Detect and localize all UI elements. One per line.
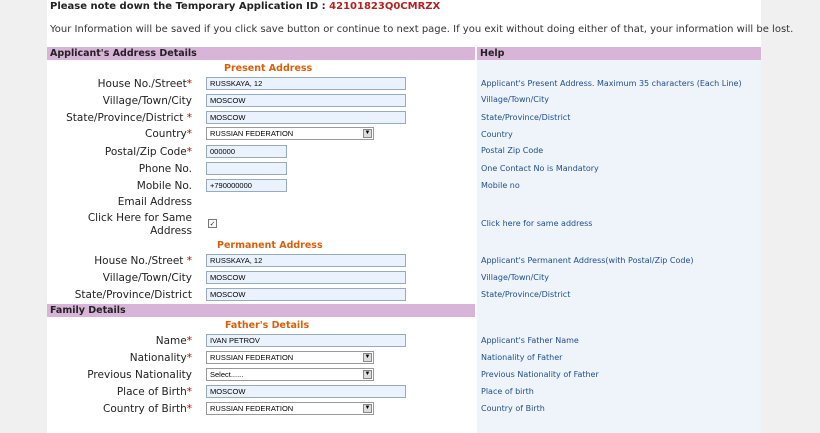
required-mark: * [186, 352, 192, 364]
help-zip: Postal Zip Code [481, 146, 544, 155]
help-state: State/Province/District [481, 113, 571, 122]
present-house-label [20, 78, 192, 90]
same-address-checkbox[interactable]: ✓ [209, 220, 216, 228]
permanent-state-input[interactable]: MOSCOW [206, 288, 406, 301]
help-permanent-state: State/Province/District [481, 290, 571, 299]
select-value: Select...... [210, 370, 244, 379]
info-text: Your Information will be saved if you click save button or continue to next page. If you exit without doing either of that, your information will be lost. [50, 24, 794, 35]
father-details-title: Father's Details [225, 320, 310, 331]
help-section-header: Help [477, 47, 761, 60]
required-mark: * [186, 78, 192, 90]
label-text: Postal/Zip Code [104, 146, 187, 158]
required-mark: * [186, 403, 192, 415]
help-permanent-address: Applicant's Permanent Address(with Postal/Zip Code) [481, 256, 694, 265]
dropdown-arrow-icon[interactable]: ▼ [364, 354, 371, 360]
help-country: Country [481, 130, 513, 139]
present-mobile-label: Mobile No. [136, 180, 192, 192]
label-text: House No./Street [97, 78, 187, 90]
father-prev-nationality-select[interactable] [206, 368, 374, 381]
label-text: Name [155, 335, 187, 347]
present-zip-label [20, 146, 192, 158]
required-mark: * [186, 146, 192, 158]
present-village-input[interactable]: MOSCOW [206, 94, 406, 107]
permanent-house-label [20, 255, 192, 267]
label-text: State/Province/District [66, 112, 184, 124]
present-state-label [20, 112, 192, 124]
address-section-header: Applicant's Address Details [47, 47, 475, 60]
present-address-title: Present Address [224, 63, 313, 74]
father-pob-input[interactable]: MOSCOW [206, 385, 406, 398]
help-father-name: Applicant's Father Name [481, 336, 579, 345]
select-value: RUSSIAN FEDERATION [210, 404, 294, 413]
same-address-label-line1: Click Here for Same [87, 212, 192, 224]
help-same-address: Click here for same address [481, 219, 593, 228]
label-text: Nationality [129, 352, 187, 364]
label-text: House No./Street [94, 255, 184, 267]
required-mark: * [186, 386, 192, 398]
label-text: Country [145, 128, 187, 140]
temp-app-notice [50, 1, 440, 12]
required-mark: * [186, 255, 192, 267]
present-country-label [20, 128, 192, 140]
present-email-label: Email Address [117, 196, 192, 208]
father-nationality-label [20, 352, 192, 364]
present-house-input[interactable]: RUSSKAYA, 12 [206, 77, 406, 90]
permanent-address-title: Permanent Address [217, 240, 323, 251]
select-value: RUSSIAN FEDERATION [210, 353, 294, 362]
label-text: Place of Birth [116, 386, 187, 398]
help-father-nationality: Nationality of Father [481, 353, 563, 362]
father-nationality-select[interactable] [206, 351, 374, 364]
same-address-label-line2: Address [150, 225, 192, 237]
dropdown-arrow-icon[interactable]: ▼ [364, 371, 371, 377]
present-state-input[interactable]: MOSCOW [206, 111, 406, 124]
help-village: Village/Town/City [481, 95, 549, 104]
permanent-house-input[interactable]: RUSSKAYA, 12 [206, 254, 406, 267]
help-father-pob: Place of birth [481, 387, 534, 396]
notice-text: Please note down the Temporary Application ID : [50, 1, 326, 12]
permanent-village-label: Village/Town/City [102, 272, 192, 284]
dropdown-arrow-icon[interactable]: ▼ [364, 405, 371, 411]
family-section-header: Family Details [47, 304, 475, 317]
required-mark: * [186, 112, 192, 124]
father-prev-nationality-label: Previous Nationality [87, 369, 192, 381]
help-father-cob: Country of Birth [481, 404, 545, 413]
present-village-label: Village/Town/City [102, 95, 192, 107]
present-phone-input[interactable] [206, 162, 287, 175]
help-mobile: Mobile no [481, 181, 520, 190]
father-cob-label [20, 403, 192, 415]
application-form-page [47, 0, 794, 433]
father-name-label [20, 335, 192, 347]
present-mobile-input[interactable]: +790000000 [206, 179, 287, 192]
present-country-select[interactable] [206, 127, 374, 140]
select-value: RUSSIAN FEDERATION [210, 129, 294, 138]
help-permanent-village: Village/Town/City [481, 273, 549, 282]
present-phone-label: Phone No. [138, 163, 192, 175]
help-father-prev-nationality: Previous Nationality of Father [481, 370, 599, 379]
dropdown-arrow-icon[interactable]: ▼ [364, 130, 371, 136]
permanent-state-label: State/Province/District [74, 289, 192, 301]
present-zip-input[interactable]: 000000 [206, 145, 287, 158]
help-present-address: Applicant's Present Address. Maximum 35 characters (Each Line) [481, 79, 742, 88]
required-mark: * [186, 335, 192, 347]
help-contact: One Contact No is Mandatory [481, 164, 599, 173]
father-name-input[interactable]: IVAN PETROV [206, 334, 406, 347]
permanent-village-input[interactable]: MOSCOW [206, 271, 406, 284]
temp-app-id: 42101823Q0CMRZX [329, 1, 441, 12]
father-cob-select[interactable] [206, 402, 374, 415]
required-mark: * [186, 128, 192, 140]
label-text: Country of Birth [103, 403, 187, 415]
father-pob-label [20, 386, 192, 398]
